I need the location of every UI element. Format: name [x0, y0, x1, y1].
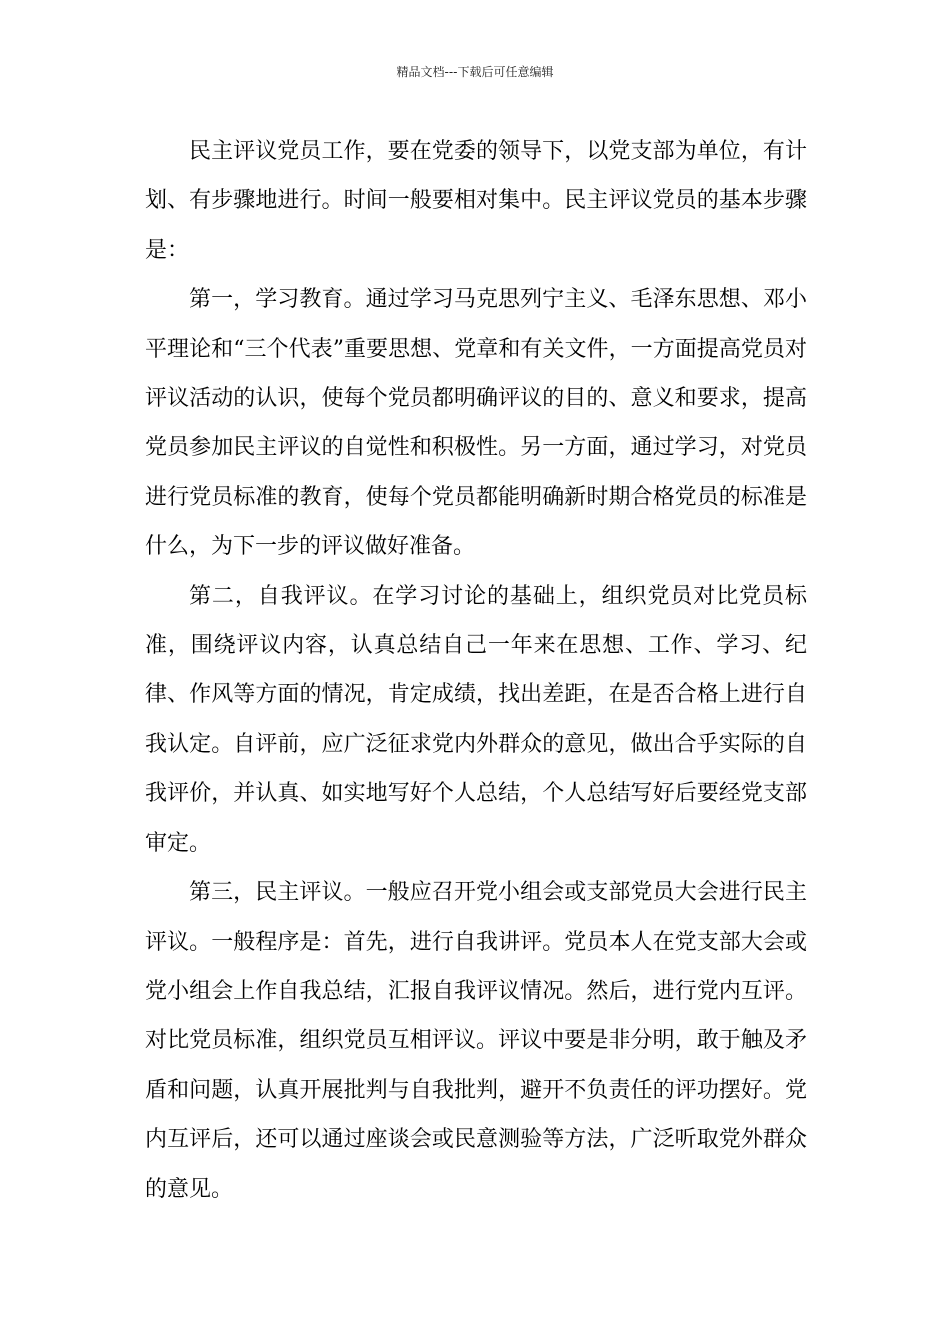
page-header: 精品文档---下载后可任意编辑	[396, 65, 554, 79]
paragraph-step-one: 第一，学习教育。通过学习马克思列宁主义、毛泽东思想、邓小平理论和“三个代表”重要思想、党章和有关文件，一方面提高党员对评议活动的认识，使每个党员都明确评议的目的、意义和要求，提高党员参加民主评议的自觉性和积极性。另一方面，通过学习，对党员进行党员标准的教育，使每个党员都能明确新时期合格党员的标准是什么，为下一步的评议做好准备。	[145, 287, 807, 560]
paragraph-step-three: 第三，民主评议。一般应召开党小组会或支部党员大会进行民主评议。一般程序是：首先，进行自我讲评。党员本人在党支部大会或党小组会上作自我总结，汇报自我评议情况。然后，进行党内互评。对比党员标准，组织党员互相评议。评议中要是非分明，敢于触及矛盾和问题，认真开展批判与自我批判，避开不负责任的评功摆好。党内互评后，还可以通过座谈会或民意测验等方法，广泛听取党外群众的意见。	[145, 880, 807, 1202]
document-body	[145, 127, 807, 1214]
paragraph-step-two: 第二，自我评议。在学习讨论的基础上，组织党员对比党员标准，围绕评议内容，认真总结自己一年来在思想、工作、学习、纪律、作风等方面的情况，肯定成绩，找出差距，在是否合格上进行自我认定。自评前，应广泛征求党内外群众的意见，做出合乎实际的自我评价，并认真、如实地写好个人总结，个人总结写好后要经党支部审定。	[145, 583, 807, 856]
paragraph-intro: 民主评议党员工作，要在党委的领导下，以党支部为单位，有计划、有步骤地进行。时间一般要相对集中。民主评议党员的基本步骤是：	[145, 139, 807, 263]
